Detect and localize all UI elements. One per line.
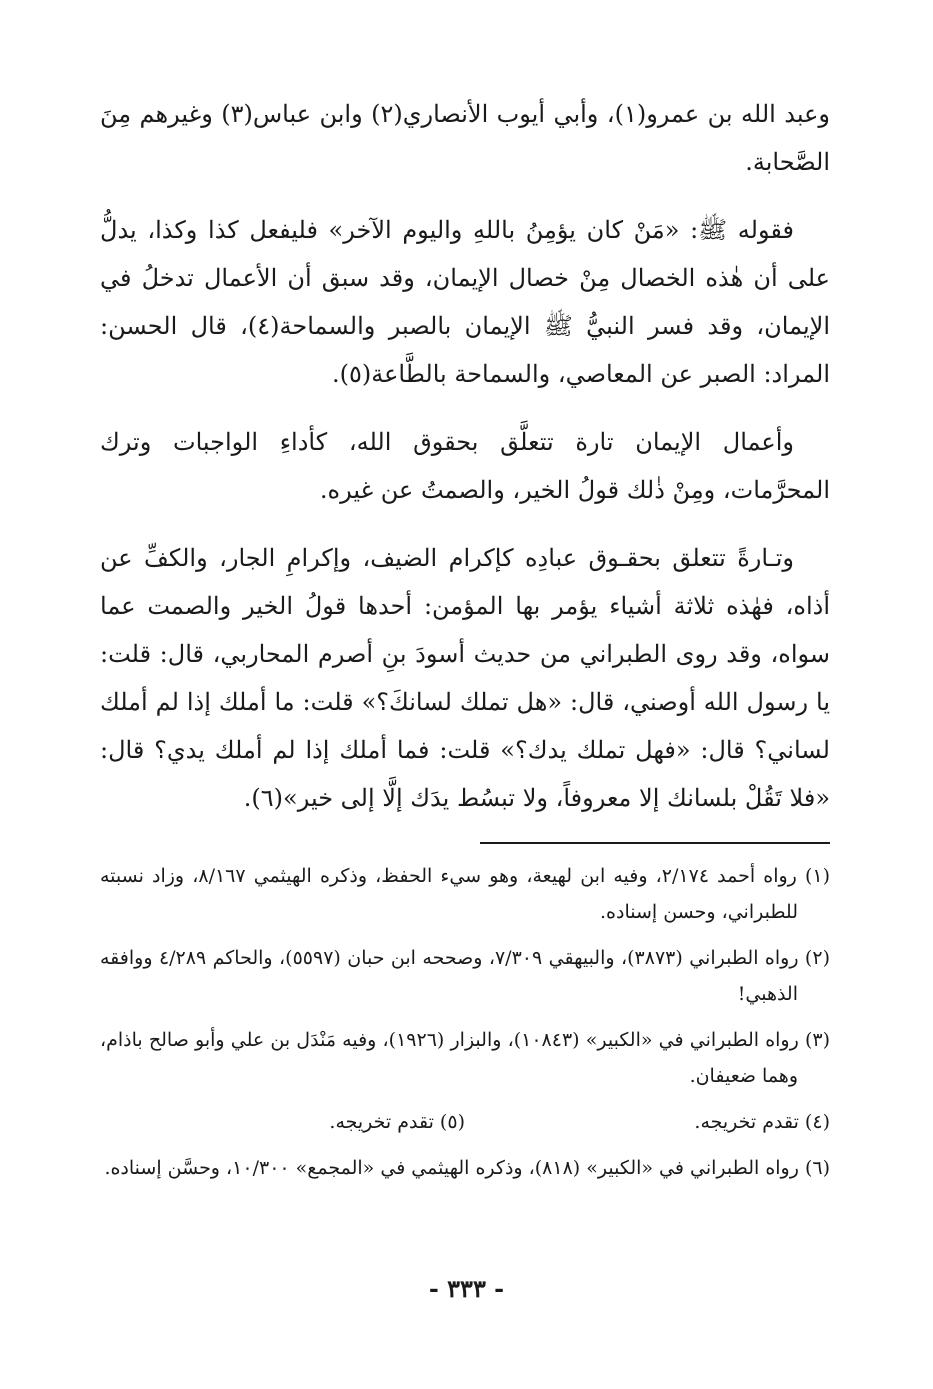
footnote-2: (٢) رواه الطبراني (٣٨٧٣)، والبيهقي ٧/٣٠٩، وصححه ابن حبان (٥٥٩٧)، والحاكم ٤/٢٨٩ ووافقه الذهبي! (100, 947, 830, 1005)
page-number: - ٣٣٣ - (428, 1274, 505, 1303)
paragraph-4: وتـارةً تتعلق بحقـوق عبادِه كإكرام الضيف، وإكرامِ الجار، والكفِّ عن أذاه، فهٰذه ثلاثة أشياء يؤمر بها المؤمن: أحدها قولُ الخير والصمت عما سواه، وقد روى الطبراني من حديث أسودَ بنِ أصرم المحاربي، قال: قلت: يا رسول الله أوصني، قال: «هل تملك لسانكَ؟» قلت: ما أملك إذا لم أملك لساني؟ قال: «فهل تملك يدك؟» قلت: فما أملك إذا لم أملك يدي؟ قال: «فلا تَقُلْ بلسانك إلا معروفاً، ولا تبسُط يدَك إلَّا إلى خير»(٦). (100, 544, 830, 812)
main-text (100, 90, 830, 822)
footnote-row-4-5 (100, 1104, 830, 1140)
page-content (100, 90, 830, 1196)
paragraph-2: فقوله ﷺ: «مَنْ كان يؤمِنُ باللهِ واليوم الآخر» فليفعل كذا وكذا، يدلُّ على أن هٰذه الخصال مِنْ خصال الإيمان، وقد سبق أن الأعمال تدخلُ في الإيمان، وقد فسر النبيُّ ﷺ الإيمان بالصبر والسماحة(٤)، قال الحسن: المراد: الصبر عن المعاصي، والسماحة بالطَّاعة(٥). (100, 216, 831, 388)
footnote-5: (٥) تقدم تخريجه. (329, 1111, 465, 1133)
footnotes (100, 858, 830, 1186)
paragraph-3: وأعمال الإيمان تارة تتعلَّق بحقوق الله، كأداءِ الواجبات وترك المحرَّمات، ومِنْ ذٰلك قولُ الخير، والصمتُ عن غيره. (100, 428, 830, 504)
footnote-4: (٤) تقدم تخريجه. (694, 1111, 830, 1133)
footnote-separator (480, 842, 830, 844)
footnote-6: (٦) رواه الطبراني في «الكبير» (٨١٨)، وذكره الهيثمي في «المجمع» ١٠/٣٠٠، وحسَّن إسناده. (104, 1157, 830, 1179)
footnote-3: (٣) رواه الطبراني في «الكبير» (١٠٨٤٣)، والبزار (١٩٢٦)، وفيه مَنْدَل بن علي وأبو صالح باذام، وهما ضعيفان. (100, 1029, 831, 1087)
paragraph-1: وعبد الله بن عمرو(١)، وأبي أيوب الأنصاري(٢) وابن عباس(٣) وغيرهم مِنَ الصَّحابة. (100, 100, 830, 176)
footnote-1: (١) رواه أحمد ٢/١٧٤، وفيه ابن لهيعة، وهو سيء الحفظ، وذكره الهيثمي ٨/١٦٧، وزاد نسبته للطبراني، وحسن إسناده. (100, 865, 830, 923)
